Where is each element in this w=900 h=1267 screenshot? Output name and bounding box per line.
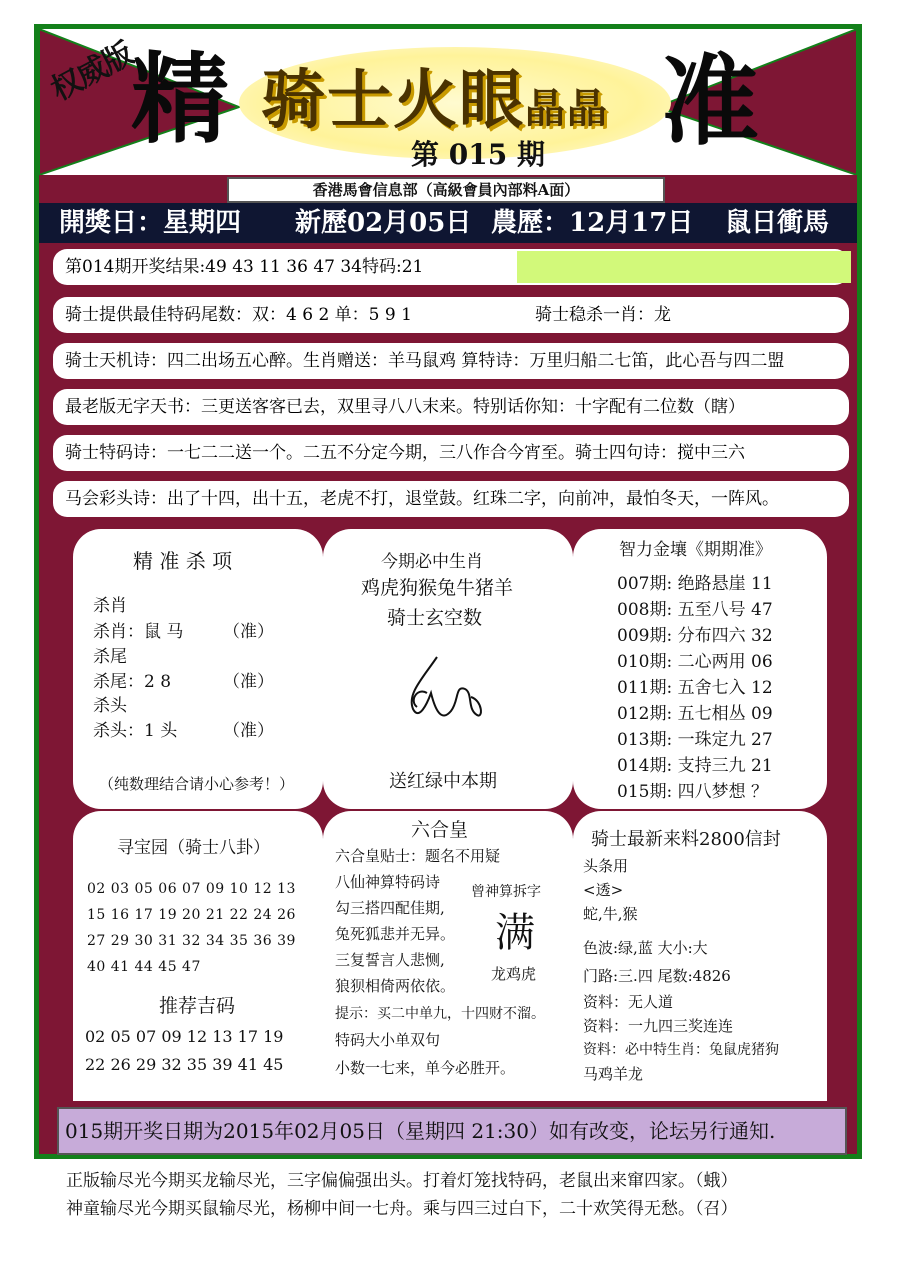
kill-line: 杀头: [93, 696, 127, 716]
wisdom-period: 011期:: [617, 678, 673, 698]
kill-mark: （准）: [223, 672, 274, 692]
poem1-row: [53, 343, 849, 379]
kill-line: 杀尾：2 8: [93, 672, 172, 692]
wisdom-panel: [573, 529, 827, 809]
treasure-numbers: 15 16 17 19 20 21 22 24 26: [87, 907, 296, 923]
letters-line: 资料：必中特生肖：兔鼠虎猪狗: [583, 1042, 779, 1058]
liuhe-line: 小数一七来，单今必胜开。: [335, 1059, 516, 1077]
wisdom-text: 五至八号 47: [677, 600, 773, 620]
wisdom-text: 五七相丛 09: [677, 704, 773, 724]
liuhe-line: 狼狈相倚两依依。: [335, 977, 456, 995]
recommend-numbers: 02 05 07 09 12 13 17 19: [85, 1027, 284, 1046]
kill-mark: （准）: [223, 622, 274, 642]
poster-frame: [34, 24, 862, 1159]
new-calendar-date: 新歷02月05日: [295, 208, 472, 238]
treasure-numbers: 02 03 05 06 07 09 10 12 13: [87, 881, 296, 897]
letters-panel: [573, 811, 827, 1101]
wisdom-text: 绝路悬崖 11: [677, 574, 773, 594]
liuhe-line: 提示：买二中单九，十四财不溜。: [335, 1006, 545, 1022]
letters-line: 色波:绿,蓝 大小:大: [583, 939, 708, 957]
wisdom-text: 分布四六 32: [677, 626, 773, 646]
wisdom-item: [617, 725, 773, 750]
wisdom-item: [617, 777, 768, 802]
highlight-box: [517, 251, 851, 283]
liuhe-side-title: 曾神算拆字: [471, 884, 541, 900]
liuhe-line: 六合皇贴士：题名不用疑: [335, 847, 501, 865]
liuhe-side-char: 满: [495, 910, 535, 956]
kill-title: 精 准 杀 项: [133, 549, 233, 573]
wisdom-item: [617, 621, 773, 646]
wisdom-item: [617, 647, 773, 672]
center-panel: [323, 529, 573, 809]
wisdom-item: [617, 569, 773, 594]
liuhe-line: 兔死狐悲并无异。: [335, 925, 456, 943]
wisdom-item: [617, 699, 773, 724]
lunar-date: 農歷：12月17日: [491, 208, 694, 238]
letters-line: 头条用: [583, 857, 629, 875]
wisdom-period: 008期:: [617, 600, 673, 620]
header: [39, 29, 857, 175]
kill-note: （纯数理结合请小心参考！）: [99, 775, 295, 793]
footer-line: 正版输尽光今期买龙输尽光，三字偏偏强出头。打着灯笼找特码，老鼠出来窜四家。（蛾）: [66, 1171, 738, 1191]
kill-mark: （准）: [223, 721, 274, 741]
liuhe-side-bottom: 龙鸡虎: [491, 965, 537, 983]
draw-day: 開獎日：星期四: [59, 208, 242, 238]
book-text: 最老版无字天书：三更送客客已去，双里寻八八末来。特别话你知：十字配有二位数（瞎）: [65, 397, 745, 417]
big-char-left: 精: [131, 42, 230, 157]
wisdom-period: 007期:: [617, 574, 673, 594]
letters-line: 资料：一九四三奖连连: [583, 1017, 734, 1035]
treasure-title: 寻宝园（骑士八卦）: [117, 838, 270, 858]
kill-panel: [73, 529, 323, 809]
poem3-row: [53, 481, 849, 517]
liuhe-line: 三复誓言人悲恻,: [335, 951, 445, 969]
wisdom-text: 二心两用 06: [677, 652, 773, 672]
footer-line: 神童输尽光今期买鼠输尽光，杨柳中间一七舟。乘与四三过白下，二十欢笑得无愁。（召）: [66, 1199, 738, 1219]
zodiac-day: 鼠日衝馬: [725, 208, 830, 238]
poem2-text: 骑士特码诗：一七二二送一个。二五不分定今期，三八作合今宵至。骑士四句诗：搅中三六: [65, 443, 745, 463]
treasure-panel: [73, 811, 323, 1101]
wisdom-item: [617, 595, 773, 620]
center-subtitle: 骑士玄空数: [387, 607, 483, 629]
wisdom-item: [617, 751, 773, 776]
kill-line: 杀头：1 头: [93, 721, 178, 741]
main-title: [261, 63, 609, 138]
wisdom-period: 009期:: [617, 626, 673, 646]
edition-label: 权威版: [45, 36, 139, 108]
center-zodiacs: 鸡虎狗猴兔牛猪羊: [361, 577, 514, 599]
treasure-numbers: 40 41 44 45 47: [87, 959, 201, 975]
wisdom-item: [617, 673, 773, 698]
book-row: [53, 389, 849, 425]
main-title-text: 骑士火眼: [261, 63, 525, 138]
kill-one-text: 骑士稳杀一肖：龙: [535, 305, 671, 325]
center-heading: 今期必中生肖: [381, 552, 483, 572]
issue-number: 第 015 期: [411, 138, 545, 171]
wisdom-period: 014期:: [617, 756, 673, 776]
tail-row: [53, 297, 849, 333]
tail-text: 骑士提供最佳特码尾数：双：4 6 2 单：5 9 1: [65, 305, 412, 325]
recommend-numbers: 22 26 29 32 35 39 41 45: [85, 1055, 284, 1074]
kill-line: 杀肖：鼠 马: [93, 622, 184, 642]
info-bar: 香港馬會信息部（高級會員內部料A面）: [227, 177, 665, 203]
liuhe-line: 勾三搭四配佳期,: [335, 899, 445, 917]
date-bar: [39, 203, 857, 243]
liuhe-title: 六合皇: [411, 819, 469, 841]
wisdom-text: 支持三九 21: [677, 756, 773, 776]
recommend-title: 推荐吉码: [159, 995, 236, 1017]
result-text: 第014期开奖结果:49 43 11 36 47 34特码:21: [65, 257, 424, 277]
wisdom-period: 013期:: [617, 730, 673, 750]
wisdom-title: 智力金壤《期期准》: [619, 540, 772, 560]
kill-line: 杀尾: [93, 647, 127, 667]
wisdom-text: 一珠定九 27: [677, 730, 773, 750]
wisdom-period: 010期:: [617, 652, 673, 672]
wisdom-period: 015期:: [617, 782, 673, 802]
kill-line: 杀肖: [93, 596, 127, 616]
center-bottom: 送红绿中本期: [389, 771, 497, 792]
wisdom-text: 五舍七入 12: [677, 678, 773, 698]
treasure-numbers: 27 29 30 31 32 34 35 36 39: [87, 933, 296, 949]
big-char-right: 准: [661, 44, 760, 159]
poem3-text: 马会彩头诗：出了十四，出十五，老虎不打，退堂鼓。红珠二字，向前冲，最怕冬天，一阵风。: [65, 489, 779, 509]
letters-line: 马鸡羊龙: [583, 1065, 644, 1083]
poem1-text: 骑士天机诗：四二出场五心醉。生肖赠送：羊马鼠鸡 算特诗：万里归船二七笛，此心吾与四二盟: [65, 351, 785, 371]
notice-bar: 015期开奖日期为2015年02月05日（星期四 21:30）如有改变，论坛另行通知.: [57, 1107, 847, 1155]
liuhe-line: 八仙神算特码诗: [335, 873, 441, 891]
letters-line: 资料：无人道: [583, 993, 674, 1011]
liuhe-line: 特码大小单双句: [335, 1031, 441, 1049]
letters-title: 骑士最新来料2800信封: [591, 829, 781, 850]
liuhe-panel: [323, 811, 573, 1101]
letters-line: <透>: [583, 881, 624, 899]
wisdom-period: 012期:: [617, 704, 673, 724]
wisdom-text: 四八梦想 ？: [677, 782, 768, 802]
signature-scribble: [397, 649, 497, 729]
poem2-row: [53, 435, 849, 471]
main-title-small: 晶晶: [525, 85, 609, 132]
letters-line: 蛇,牛,猴: [583, 905, 638, 923]
letters-line: 门路:三.四 尾数:4826: [583, 967, 731, 985]
